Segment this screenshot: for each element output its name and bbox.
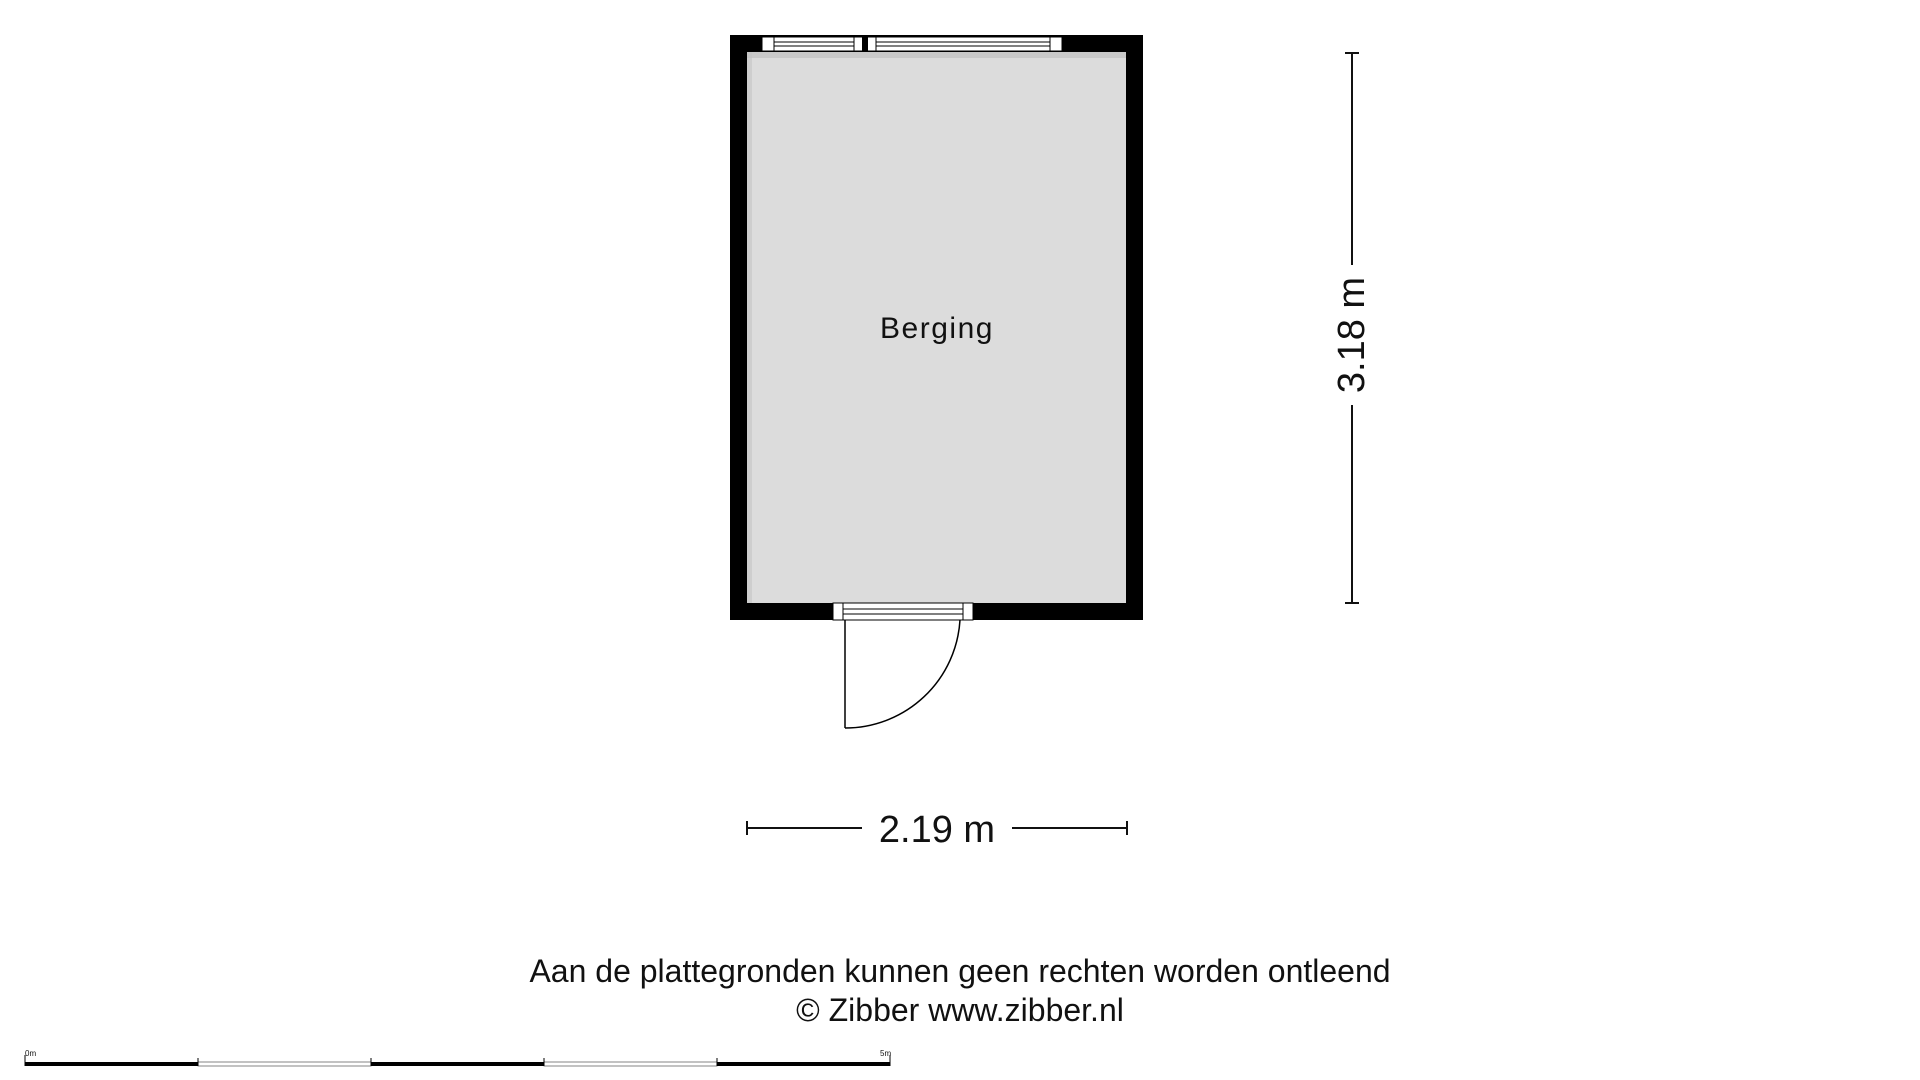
disclaimer-text: Aan de plattegronden kunnen geen rechten worden ontleend xyxy=(529,953,1391,989)
window-top xyxy=(762,37,1062,51)
floor-shadow xyxy=(747,52,1126,58)
copyright-text: © Zibber www.zibber.nl xyxy=(796,992,1124,1028)
room-label: Berging xyxy=(880,312,994,345)
scale-bar xyxy=(25,1055,890,1066)
height-label: 3.18 m xyxy=(1331,276,1373,394)
door xyxy=(833,603,973,728)
width-label: 2.19 m xyxy=(878,809,996,851)
floor-shadow-side xyxy=(747,52,752,603)
scale-start-label: 0m xyxy=(25,1049,37,1058)
scale-end-label: 5m xyxy=(880,1049,892,1058)
